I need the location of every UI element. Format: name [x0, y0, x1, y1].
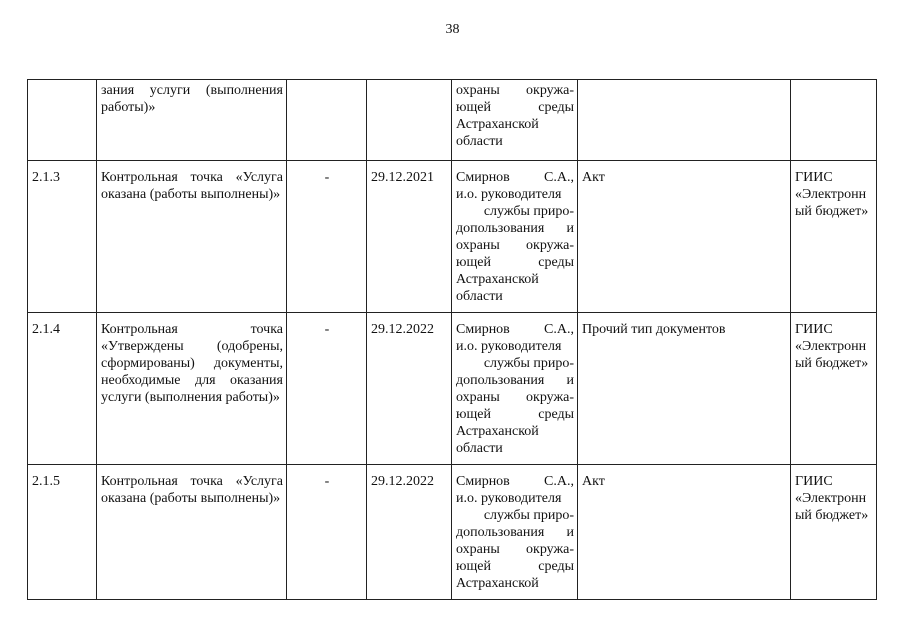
- cell-num: [28, 80, 97, 161]
- cell-date: [367, 313, 452, 465]
- responsible-line: охраны окружа-: [456, 238, 574, 253]
- date-value: 29.12.2022: [371, 474, 434, 489]
- responsible-line: Астраханской: [456, 117, 539, 132]
- date-value: 29.12.2021: [371, 170, 434, 185]
- cell-num: [28, 313, 97, 465]
- responsible-line: ющей среды: [456, 255, 574, 270]
- table-row: [28, 313, 877, 465]
- responsible-line: Астраханской: [456, 272, 539, 287]
- cell-document: [578, 161, 791, 313]
- control-point-name: Контрольная точка «Услуга оказана (работы выполнены)»: [101, 474, 283, 506]
- responsible-line: Смирнов С.А.,: [456, 474, 574, 489]
- responsible-line: Астраханской: [456, 576, 539, 591]
- cell-system: [791, 465, 877, 600]
- cell-dash: [287, 313, 367, 465]
- control-point-name: Контрольная точка «Услуга оказана (работы выполнены)»: [101, 170, 283, 202]
- cell-system: [791, 80, 877, 161]
- cell-name: [97, 313, 287, 465]
- page-number: 38: [445, 22, 460, 37]
- table-row: [28, 465, 877, 600]
- cell-responsible: [452, 465, 578, 600]
- control-points-table: [27, 79, 877, 600]
- cell-system: [791, 313, 877, 465]
- cell-date: [367, 465, 452, 600]
- row-number: 2.1.5: [32, 474, 60, 489]
- responsible-line: допользования и: [456, 373, 574, 388]
- responsible-line: ющей среды: [456, 100, 574, 115]
- responsible-line: службы приро-: [483, 204, 574, 219]
- responsible-line: Смирнов С.А.,: [456, 322, 574, 337]
- cell-responsible: [452, 161, 578, 313]
- cell-num: [28, 465, 97, 600]
- cell-system: [791, 161, 877, 313]
- cell-dash: [287, 80, 367, 161]
- table-row: [28, 161, 877, 313]
- row-number: 2.1.4: [32, 322, 60, 337]
- document-type: Прочий тип документов: [582, 322, 726, 337]
- responsible-line: службы приро-: [483, 356, 574, 371]
- cell-date: [367, 161, 452, 313]
- dash-value: -: [324, 170, 330, 185]
- responsible-line: Астраханской: [456, 424, 539, 439]
- dash-value: -: [324, 322, 330, 337]
- cell-dash: [287, 465, 367, 600]
- cell-responsible: [452, 80, 578, 161]
- responsible-line: области: [456, 289, 503, 304]
- responsible-line: допользования и: [456, 221, 574, 236]
- responsible-line: охраны окружа-: [456, 83, 574, 98]
- cell-document: [578, 313, 791, 465]
- responsible-line: области: [456, 134, 503, 149]
- table-row: [28, 80, 877, 161]
- responsible-line: и.о. руководителя: [456, 187, 562, 202]
- responsible-line: службы приро-: [483, 508, 574, 523]
- responsible-line: и.о. руководителя: [456, 491, 562, 506]
- cell-name: [97, 465, 287, 600]
- responsible-line: ющей среды: [456, 559, 574, 574]
- information-system: ГИИС «Электронный бюджет»: [795, 474, 869, 523]
- responsible-line: ющей среды: [456, 407, 574, 422]
- cell-responsible: [452, 313, 578, 465]
- cell-date: [367, 80, 452, 161]
- responsible-line: и.о. руководителя: [456, 339, 562, 354]
- cell-dash: [287, 161, 367, 313]
- document-type: Акт: [582, 474, 605, 489]
- information-system: ГИИС «Электронный бюджет»: [795, 322, 869, 371]
- information-system: ГИИС «Электронный бюджет»: [795, 170, 869, 219]
- responsible-line: Смирнов С.А.,: [456, 170, 574, 185]
- date-value: 29.12.2022: [371, 322, 434, 337]
- row-number: 2.1.3: [32, 170, 60, 185]
- control-point-name: Контрольная точка «Утверждены (одобрены, сформированы) документы, необходимые для оказания услуги (выполнения работы)»: [101, 322, 283, 405]
- responsible-line: охраны окружа-: [456, 390, 574, 405]
- responsible-line: охраны окружа-: [456, 542, 574, 557]
- responsible-line: допользования и: [456, 525, 574, 540]
- responsible-line: области: [456, 441, 503, 456]
- dash-value: -: [324, 474, 330, 489]
- cell-num: [28, 161, 97, 313]
- document-type: Акт: [582, 170, 605, 185]
- cell-document: [578, 465, 791, 600]
- cell-name: зания услуги (выполнения работы)»: [97, 80, 287, 161]
- cell-document: [578, 80, 791, 161]
- cell-name: [97, 161, 287, 313]
